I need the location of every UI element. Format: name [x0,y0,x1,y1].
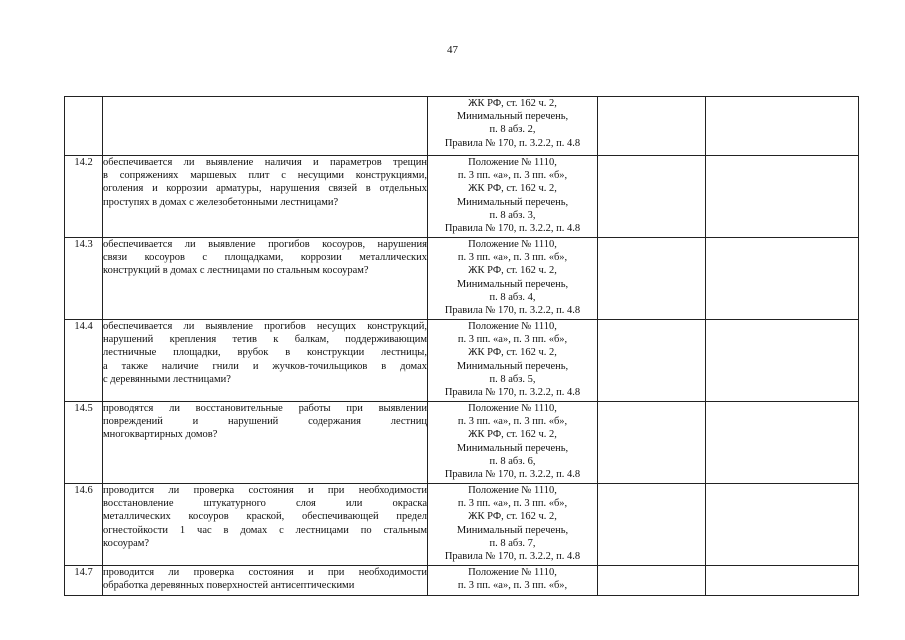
answer-cell[interactable] [598,320,706,402]
question-line: обеспечивается ли выявление наличия и параметров трещин [103,157,427,168]
note-cell[interactable] [706,97,859,156]
question-line: обеспечивается ли выявление прогибов несущих конструкций, [103,321,427,332]
answer-cell[interactable] [598,484,706,566]
item-number: 14.5 [65,402,103,484]
legal-basis-cell [428,320,598,402]
legal-basis-line: Положение № 1110, [468,403,557,414]
legal-basis-line: Положение № 1110, [468,157,557,168]
table-row [65,566,859,596]
item-number: 14.7 [65,566,103,596]
question-line: нарушений крепления тетив к балкам, поддерживающим [103,334,427,346]
table-row [65,238,859,320]
answer-cell[interactable] [598,97,706,156]
answer-cell[interactable] [598,156,706,238]
question-line: металлических косоуров краской, обеспечивающей предел [103,511,427,523]
question-line: повреждений и нарушений содержания лестниц [103,416,427,428]
legal-basis-line: п. 8 абз. 7, [489,537,536,549]
question-line: конструкций в домах с лестницами по стальным косоурам? [103,265,369,277]
legal-basis-line: ЖК РФ, ст. 162 ч. 2, [468,511,557,523]
legal-basis-line: п. 8 абз. 6, [489,455,536,467]
legal-basis-line: Положение № 1110, [468,567,557,578]
question-line: обеспечивается ли выявление прогибов косоуров, нарушения [103,239,427,250]
item-number: 14.6 [65,484,103,566]
note-cell[interactable] [706,566,859,596]
table-row [65,320,859,402]
legal-basis-line: Правила № 170, п. 3.2.2, п. 4.8 [444,137,581,149]
question-cell [103,238,428,320]
legal-basis-line: п. 8 абз. 3, [489,209,536,221]
legal-basis-line: Положение № 1110, [468,485,557,496]
legal-basis-line: п. 3 пп. «а», п. 3 пп. «б», [457,498,568,510]
legal-basis-line: ЖК РФ, ст. 162 ч. 2, [468,347,557,359]
question-line: оголения и коррозии арматуры, нарушения связей в отдельных [103,183,427,195]
question-line: лестничные площадки, врубок в конструкции лестницы, [103,347,427,359]
table-row [65,402,859,484]
item-number: 14.3 [65,238,103,320]
question-line: огнестойкости 1 час в домах с лестницами по стальным [103,524,427,536]
question-line: а также наличие гнили и жучков-точильщиков в домах [103,360,427,372]
answer-cell[interactable] [598,402,706,484]
legal-basis-line: Правила № 170, п. 3.2.2, п. 4.8 [444,469,581,481]
question-cell [103,566,428,596]
legal-basis-cell [428,566,598,596]
legal-basis-line: п. 3 пп. «а», п. 3 пп. «б», [457,416,568,428]
legal-basis-line: ЖК РФ, ст. 162 ч. 2, [468,183,557,195]
legal-basis-line: Правила № 170, п. 3.2.2, п. 4.8 [444,223,581,235]
question-line: многоквартирных домов? [103,429,218,441]
note-cell[interactable] [706,320,859,402]
legal-basis-line: Правила № 170, п. 3.2.2, п. 4.8 [444,551,581,563]
legal-basis-line: Положение № 1110, [468,239,557,250]
question-cell [103,97,428,156]
inspection-checklist-table [64,96,859,596]
legal-basis-cell [428,238,598,320]
question-line: проступях в домах с железобетонными лестницами? [103,196,339,208]
legal-basis-line: Минимальный перечень, [456,360,569,372]
legal-basis-cell [428,402,598,484]
table-row [65,97,859,156]
answer-cell[interactable] [598,566,706,596]
note-cell[interactable] [706,484,859,566]
legal-basis-line: Правила № 170, п. 3.2.2, п. 4.8 [444,305,581,317]
table-row [65,484,859,566]
legal-basis-line: Минимальный перечень, [456,111,569,123]
question-cell [103,402,428,484]
question-line: восстановление штукатурного слоя или окраска [103,498,427,510]
legal-basis-line: Минимальный перечень, [456,442,569,454]
question-line: обработка деревянных поверхностей антисептическими [103,580,355,592]
question-cell [103,320,428,402]
legal-basis-line: п. 8 абз. 5, [489,373,536,385]
question-cell [103,156,428,238]
table-body [65,97,859,596]
legal-basis-line: ЖК РФ, ст. 162 ч. 2, [468,429,557,441]
note-cell[interactable] [706,238,859,320]
question-line: проводятся ли восстановительные работы при выявлении [103,403,427,414]
legal-basis-line: п. 8 абз. 2, [489,124,536,136]
legal-basis-line: ЖК РФ, ст. 162 ч. 2, [468,98,557,109]
legal-basis-cell [428,97,598,156]
question-line: проводится ли проверка состояния и при необходимости [103,485,427,496]
question-cell [103,484,428,566]
note-cell[interactable] [706,156,859,238]
legal-basis-line: п. 3 пп. «а», п. 3 пп. «б», [457,252,568,264]
legal-basis-cell [428,484,598,566]
legal-basis-line: Правила № 170, п. 3.2.2, п. 4.8 [444,387,581,399]
question-line: косоурам? [103,537,150,549]
legal-basis-line: Минимальный перечень, [456,524,569,536]
item-number [65,97,103,156]
legal-basis-line: ЖК РФ, ст. 162 ч. 2, [468,265,557,277]
question-line: в сопряжениях маршевых плит с несущими конструкциями, [103,170,427,182]
item-number: 14.2 [65,156,103,238]
note-cell[interactable] [706,402,859,484]
page-number: 47 [447,44,458,56]
item-number: 14.4 [65,320,103,402]
legal-basis-line: п. 8 абз. 4, [489,291,536,303]
legal-basis-line: Минимальный перечень, [456,196,569,208]
question-line: с деревянными лестницами? [103,373,231,385]
question-line: связи косоуров с площадками, коррозии металлических [103,252,427,264]
legal-basis-line: Положение № 1110, [468,321,557,332]
legal-basis-line: п. 3 пп. «а», п. 3 пп. «б», [457,334,568,346]
answer-cell[interactable] [598,238,706,320]
question-line: проводится ли проверка состояния и при необходимости [103,567,427,578]
table-row [65,156,859,238]
legal-basis-line: Минимальный перечень, [456,278,569,290]
legal-basis-line: п. 3 пп. «а», п. 3 пп. «б», [457,580,568,592]
legal-basis-line: п. 3 пп. «а», п. 3 пп. «б», [457,170,568,182]
legal-basis-cell [428,156,598,238]
